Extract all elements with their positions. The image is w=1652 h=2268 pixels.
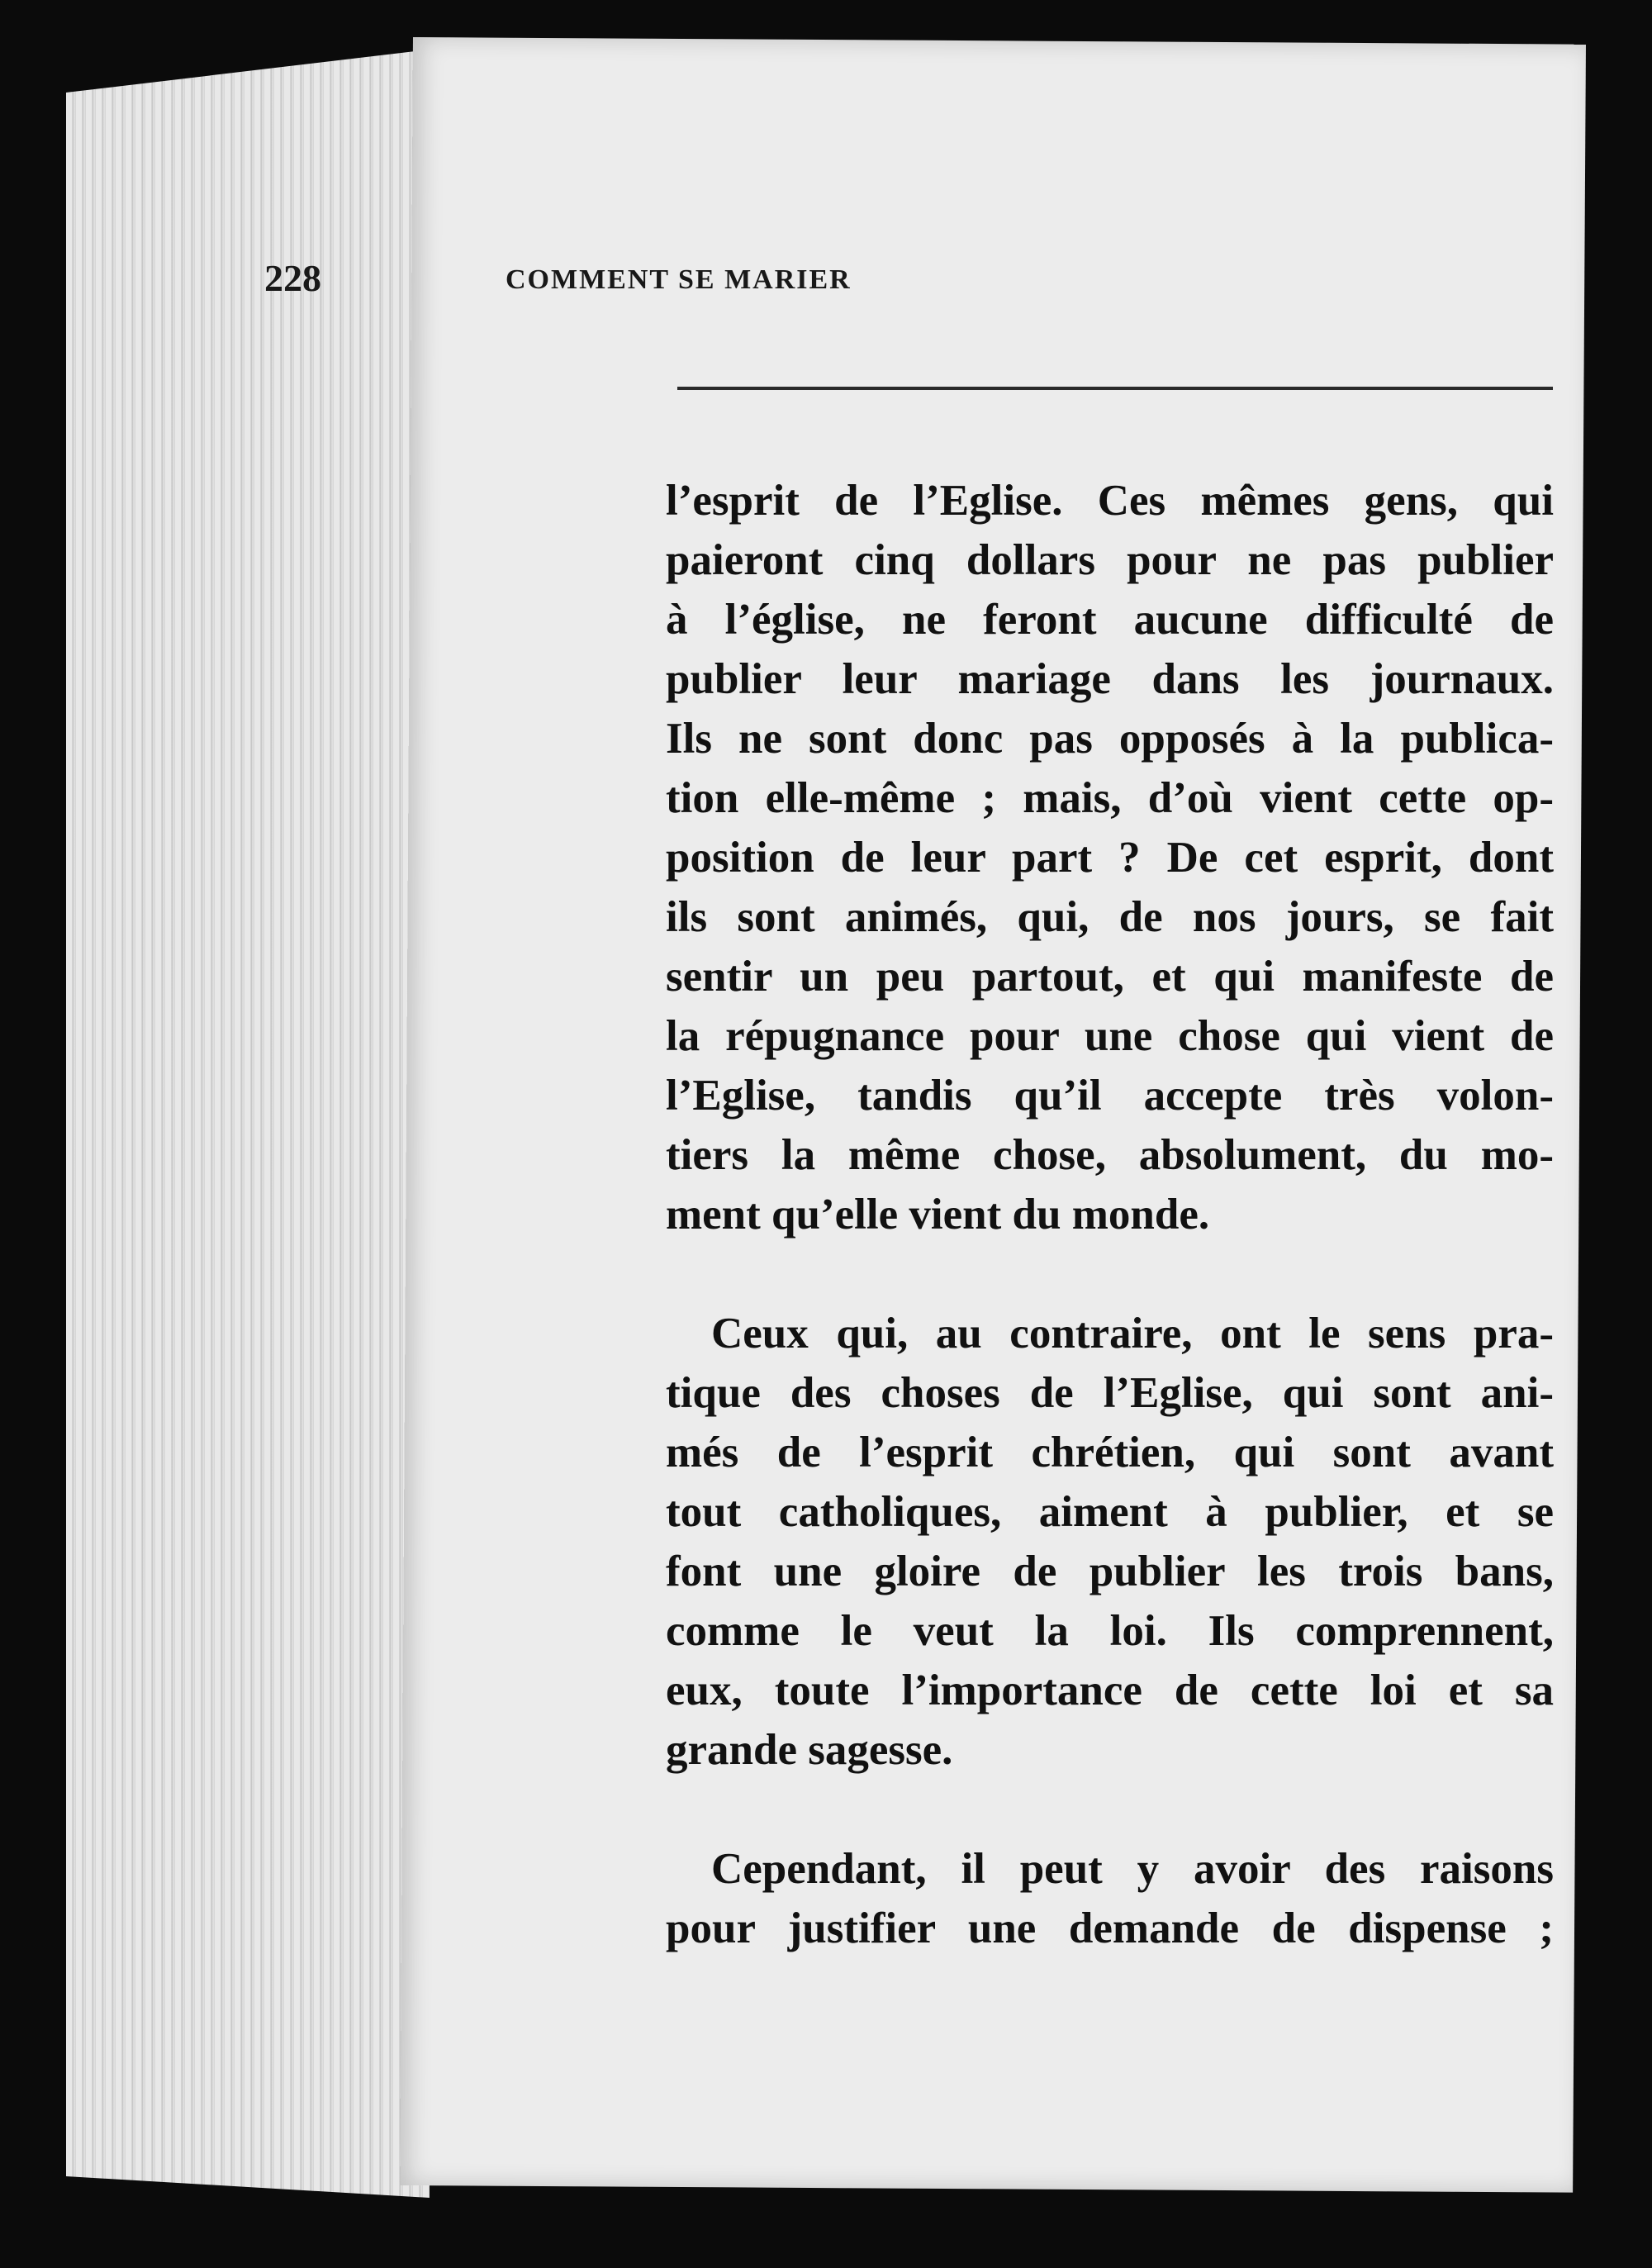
text-line: grande sagesse. [666, 1726, 953, 1774]
text-line: pour justifier une demande de dispense ; [666, 1904, 1554, 1952]
text-line: à l’église, ne feront aucune difficulté de [666, 596, 1554, 644]
text-line: Ceux qui, au contraire, ont le sens pra- [711, 1310, 1554, 1357]
text-line: l’esprit de l’Eglise. Ces mêmes gens, qui [666, 477, 1554, 525]
running-title: COMMENT SE MARIER [506, 264, 852, 295]
text-line: comme le veut la loi. Ils comprennent, [666, 1607, 1554, 1655]
body-text [666, 471, 1554, 2018]
text-line: publier leur mariage dans les journaux. [666, 655, 1554, 703]
paragraph-1 [666, 471, 1554, 1244]
running-head [264, 256, 1553, 322]
text-line: Cependant, il peut y avoir des raisons [711, 1845, 1554, 1893]
text-line: l’Eglise, tandis qu’il accepte très volon- [666, 1072, 1554, 1120]
text-line: eux, toute l’importance de cette loi et sa [666, 1667, 1554, 1714]
paragraph-2 [666, 1304, 1554, 1780]
text-line: tiers la même chose, absolument, du mo- [666, 1131, 1554, 1179]
text-line: la répugnance pour une chose qui vient de [666, 1012, 1554, 1060]
text-line: tout catholiques, aiment à publier, et se [666, 1488, 1554, 1536]
text-line: tion elle-même ; mais, d’où vient cette op- [666, 774, 1554, 822]
paragraph-3 [666, 1839, 1554, 1958]
text-line: paieront cinq dollars pour ne pas publier [666, 536, 1554, 584]
text-line: sentir un peu partout, et qui manifeste de [666, 953, 1554, 1001]
text-line: Ils ne sont donc pas opposés à la publica- [666, 715, 1554, 763]
text-line: tique des choses de l’Eglise, qui sont ani- [666, 1369, 1554, 1417]
text-line: font une gloire de publier les trois bans, [666, 1548, 1554, 1595]
page-number: 228 [264, 257, 321, 299]
header-rule [677, 387, 1553, 390]
text-line: ils sont animés, qui, de nos jours, se fait [666, 893, 1554, 941]
text-line: ment qu’elle vient du monde. [666, 1191, 1210, 1239]
book-page-edges [66, 50, 430, 2198]
text-line: més de l’esprit chrétien, qui sont avant [666, 1429, 1554, 1476]
text-line: position de leur part ? De cet esprit, dont [666, 834, 1554, 882]
